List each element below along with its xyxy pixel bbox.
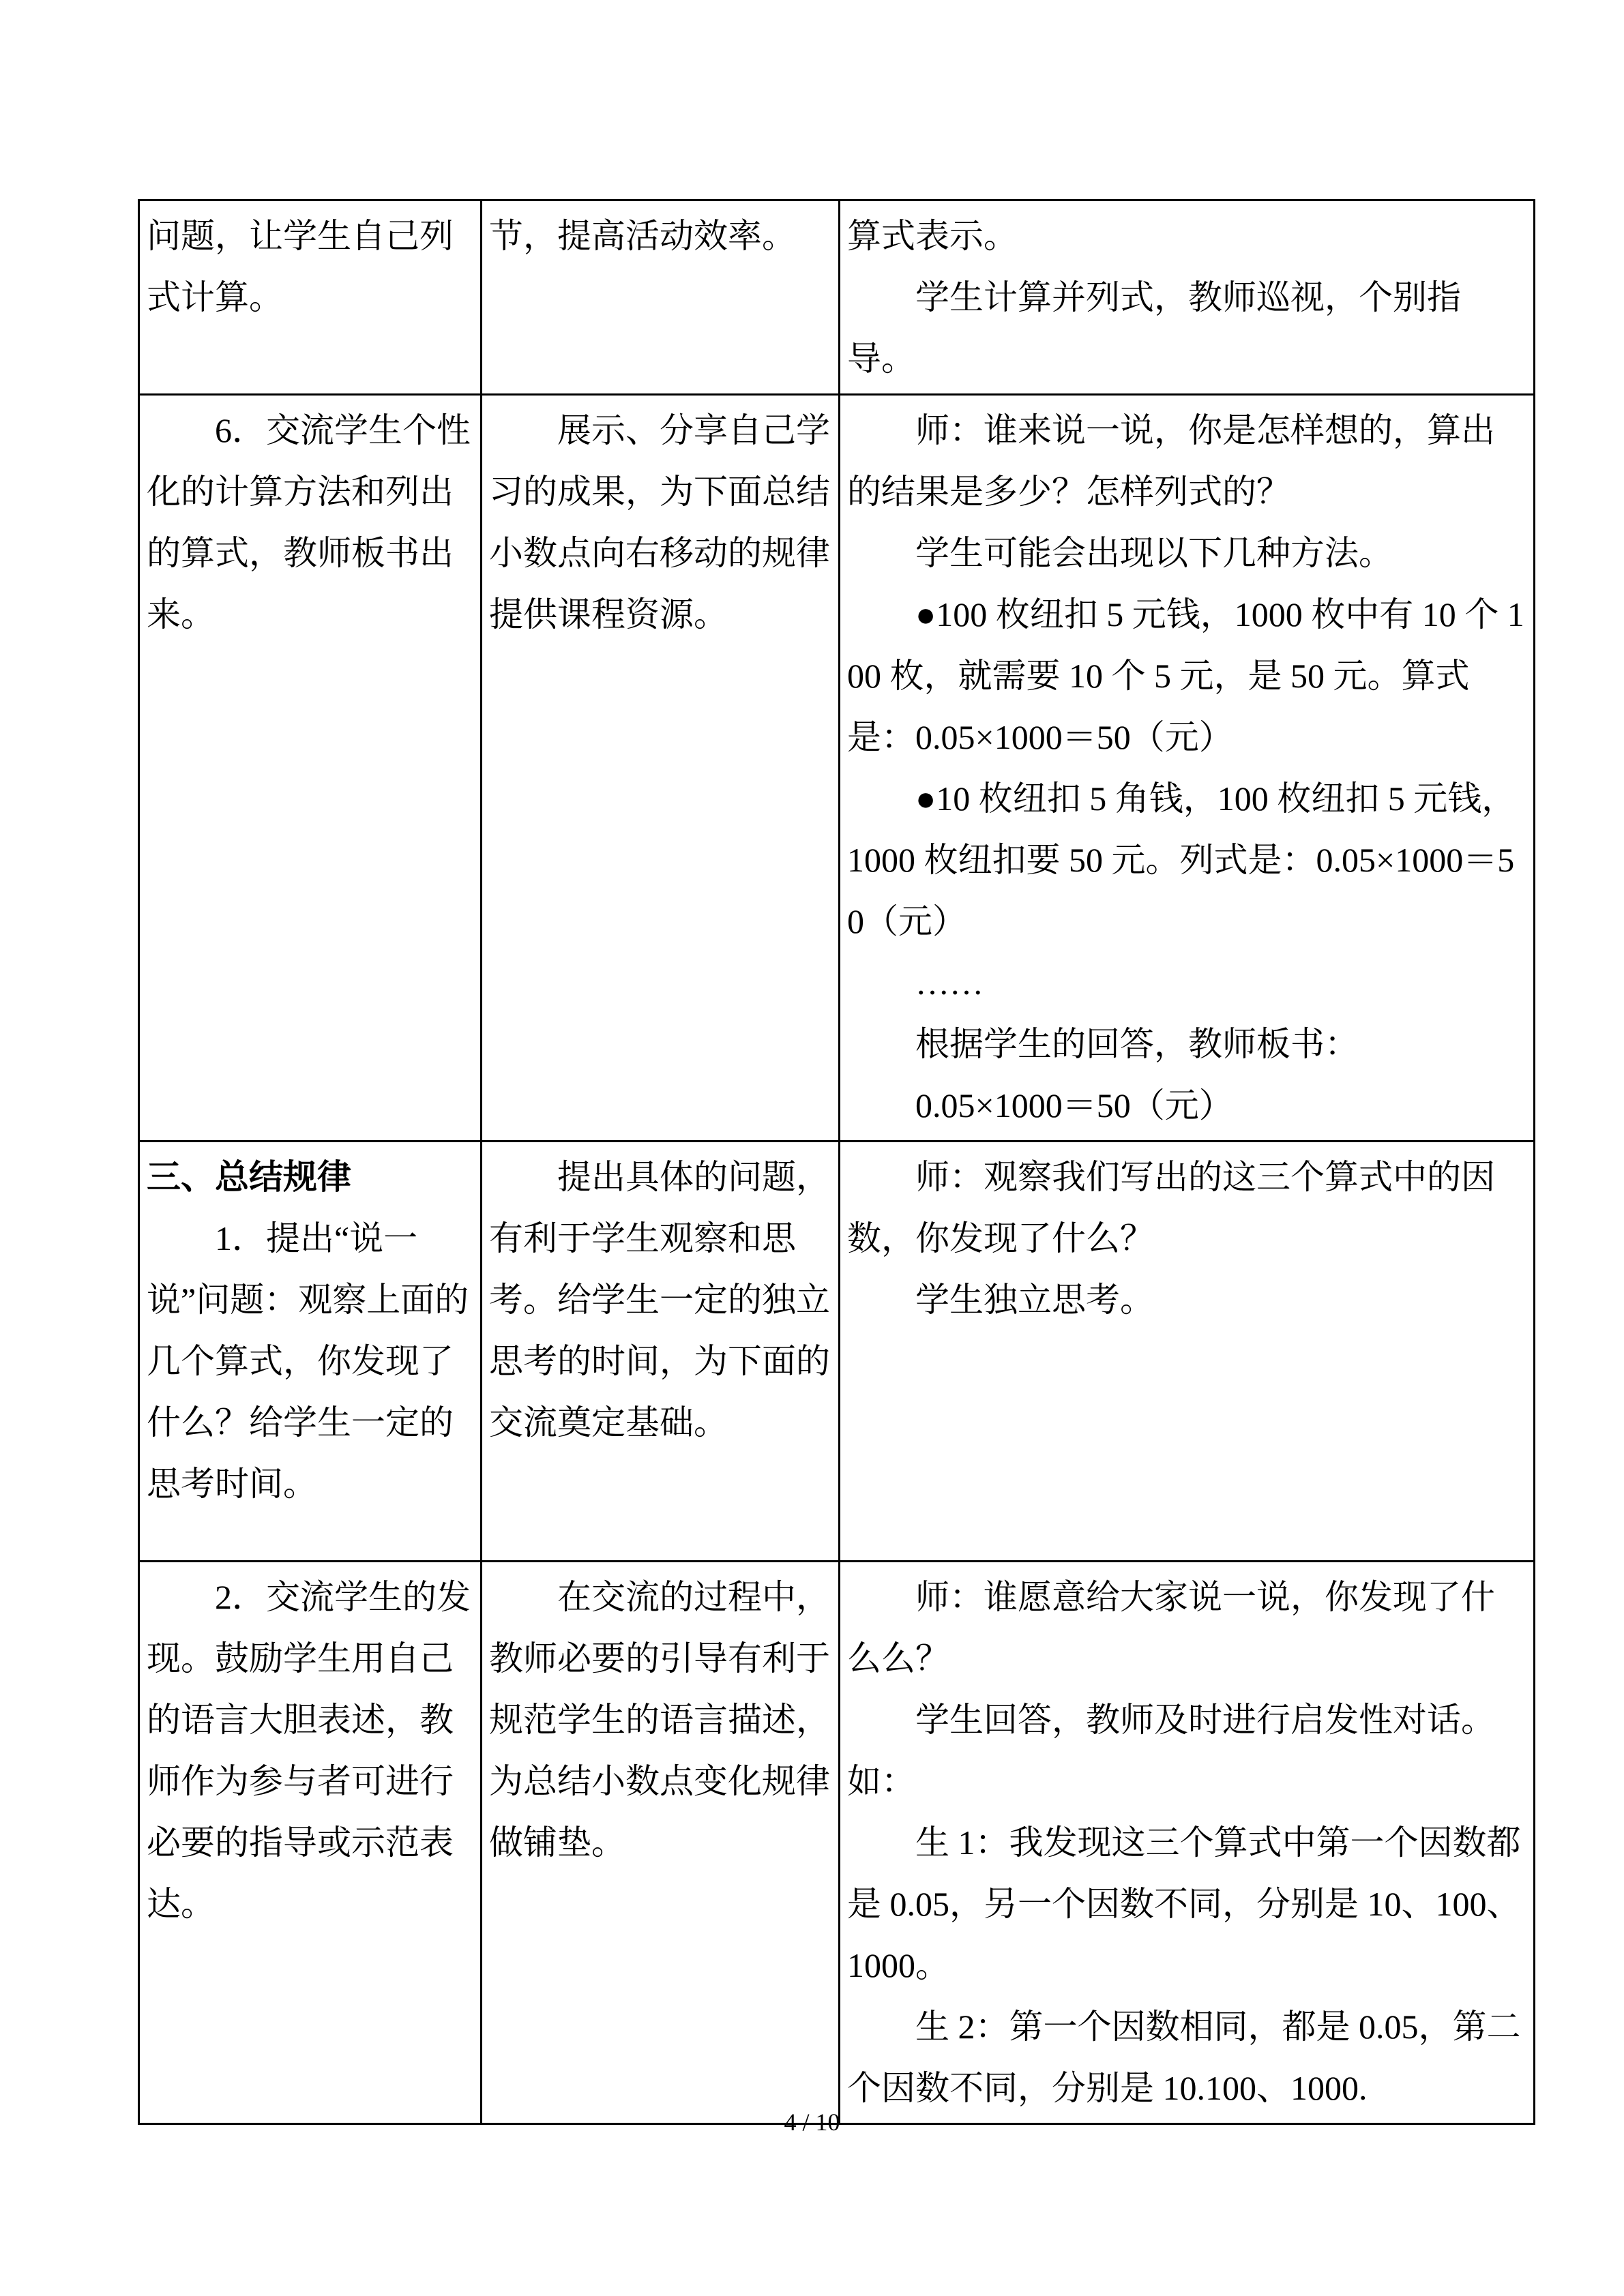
paragraph: 在交流的过程中，教师必要的引导有利于规范学生的语言描述，为总结小数点变化规律做铺垫。 (489, 1578, 830, 1862)
lesson-plan-table-body (139, 200, 1535, 2124)
paragraph: 根据学生的回答，教师板书： (915, 1025, 1359, 1063)
page-number: 4 / 10 (784, 2108, 840, 2136)
paragraph: 2．交流学生的发现。鼓励学生用自己的语言大胆表述，教师作为参与者可进行必要的指导或示范表达。 (147, 1578, 471, 1923)
paragraph: 三、总结规律 (147, 1158, 351, 1196)
table-cell (482, 200, 840, 395)
table-row (139, 200, 1535, 395)
paragraph: 算式表示。 (847, 217, 1018, 255)
table-cell (139, 395, 482, 1142)
table-cell (139, 200, 482, 395)
table-cell (139, 1142, 482, 1562)
paragraph: 节，提高活动效率。 (489, 217, 796, 255)
lesson-plan-table (138, 199, 1535, 2125)
paragraph: 师：谁来说一说，你是怎样想的，算出的结果是多少？怎样列式的？ (847, 411, 1495, 511)
table-cell (840, 200, 1535, 395)
paragraph: 展示、分享自己学习的成果，为下面总结小数点向右移动的规律提供课程资源。 (489, 411, 830, 633)
table-row (139, 1142, 1535, 1562)
table-cell (840, 1142, 1535, 1562)
paragraph: 师：谁愿意给大家说一说，你发现了什么么？ (847, 1578, 1495, 1678)
paragraph: 学生独立思考。 (915, 1281, 1154, 1319)
paragraph: 学生回答，教师及时进行启发性对话。如： (847, 1701, 1495, 1800)
paragraph: ●10 枚纽扣 5 角钱，100 枚纽扣 5 元钱，1000 枚纽扣要 50 元。列式是：0.05×1000＝50（元） (847, 779, 1516, 940)
paragraph: ●100 枚纽扣 5 元钱，1000 枚中有 10 个 100 枚，就需要 10 个 5 元，是 50 元。算式是：0.05×1000＝50（元） (847, 595, 1524, 756)
paragraph: 1．提出“说一说”问题：观察上面的几个算式，你发现了什么？给学生一定的思考时间。 (147, 1219, 469, 1503)
paragraph: 生 2：第一个因数相同，都是 0.05，第二个因数不同，分别是 10.100、1000. (847, 2008, 1521, 2107)
paragraph: 师：观察我们写出的这三个算式中的因数，你发现了什么？ (847, 1158, 1495, 1257)
table-cell (840, 395, 1535, 1142)
paragraph: 学生计算并列式，教师巡视，个别指导。 (847, 278, 1461, 378)
table-cell (139, 1562, 482, 2124)
paragraph: 0.05×1000＝50（元） (915, 1086, 1233, 1124)
paragraph: 6．交流学生个性化的计算方法和列出的算式，教师板书出来。 (147, 411, 471, 633)
table-cell (840, 1562, 1535, 2124)
table-cell (482, 1562, 840, 2124)
table-row (139, 1562, 1535, 2124)
table-cell (482, 1142, 840, 1562)
paragraph: 学生可能会出现以下几种方法。 (915, 534, 1393, 572)
table-row (139, 395, 1535, 1142)
paragraph: 问题，让学生自己列式计算。 (147, 217, 454, 316)
table-cell (482, 395, 840, 1142)
paragraph: …… (915, 964, 984, 1002)
paragraph: 生 1：我发现这三个算式中第一个因数都是 0.05，另一个因数不同，分别是 10、100、1000。 (847, 1823, 1521, 1984)
paragraph: 提出具体的问题，有利于学生观察和思考。给学生一定的独立思考的时间，为下面的交流奠定基础。 (489, 1158, 830, 1442)
